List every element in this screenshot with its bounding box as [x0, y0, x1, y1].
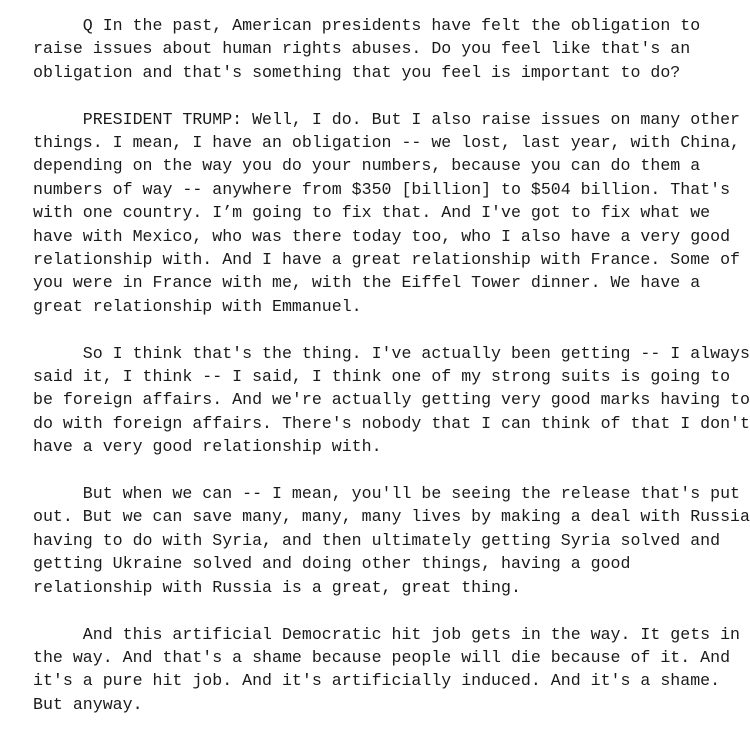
text-line: have with Mexico, who was there today too, who I also have a very good: [33, 226, 731, 246]
paragraph-question: [33, 14, 733, 84]
text-line: getting Ukraine solved and doing other things, having a good: [33, 554, 631, 574]
text-line: relationship with Russia is a great, great thing.: [33, 577, 521, 597]
paragraph-gap: [33, 84, 733, 107]
text-line: do with foreign affairs. There's nobody that I can think of that I don't: [33, 413, 750, 433]
paragraph-answer-2: [33, 342, 750, 459]
text-line: Q In the past, American presidents have felt the obligation to: [33, 16, 701, 35]
text-line: with one country. I’m going to fix that. And I've got to fix what we: [33, 203, 711, 223]
text-line: relationship with. And I have a great relationship with France. Some of: [33, 250, 741, 270]
text-line: things. I mean, I have an obligation -- we lost, last year, with China,: [33, 133, 741, 153]
text-line: be foreign affairs. And we're actually getting very good marks having to: [33, 390, 750, 410]
text-line: out. But we can save many, many, many lives by making a deal with Russia: [33, 507, 750, 527]
paragraph-gap: [33, 599, 733, 622]
text-line: obligation and that's something that you feel is important to do?: [33, 62, 681, 82]
text-line: it's a pure hit job. And it's artificially induced. And it's a shame.: [33, 671, 721, 691]
text-line: And this artificial Democratic hit job gets in the way. It gets in: [33, 624, 741, 644]
text-line: said it, I think -- I said, I think one of my strong suits is going to: [33, 367, 731, 387]
text-line: having to do with Syria, and then ultimately getting Syria solved and: [33, 530, 721, 550]
paragraph-gap: [33, 459, 733, 482]
paragraph-gap: [33, 318, 733, 341]
text-line: But when we can -- I mean, you'll be seeing the release that's put: [33, 484, 741, 504]
text-line: raise issues about human rights abuses. Do you feel like that's an: [33, 39, 691, 59]
text-line: PRESIDENT TRUMP: Well, I do. But I also raise issues on many other: [33, 109, 741, 129]
text-line: But anyway.: [33, 694, 143, 714]
transcript-document: [33, 14, 750, 716]
text-line: the way. And that's a shame because people will die because of it. And: [33, 647, 731, 667]
text-line: have a very good relationship with.: [33, 437, 382, 457]
text-line: you were in France with me, with the Eiffel Tower dinner. We have a: [33, 273, 701, 293]
text-line: great relationship with Emmanuel.: [33, 296, 362, 316]
text-line: So I think that's the thing. I've actually been getting -- I always: [33, 343, 750, 363]
paragraph-answer-3: [33, 482, 750, 599]
text-line: depending on the way you do your numbers, because you can do them a: [33, 156, 701, 176]
paragraph-answer-4: [33, 623, 741, 717]
text-line: numbers of way -- anywhere from $350 [billion] to $504 billion. That's: [33, 179, 731, 199]
paragraph-answer-1: [33, 108, 741, 319]
